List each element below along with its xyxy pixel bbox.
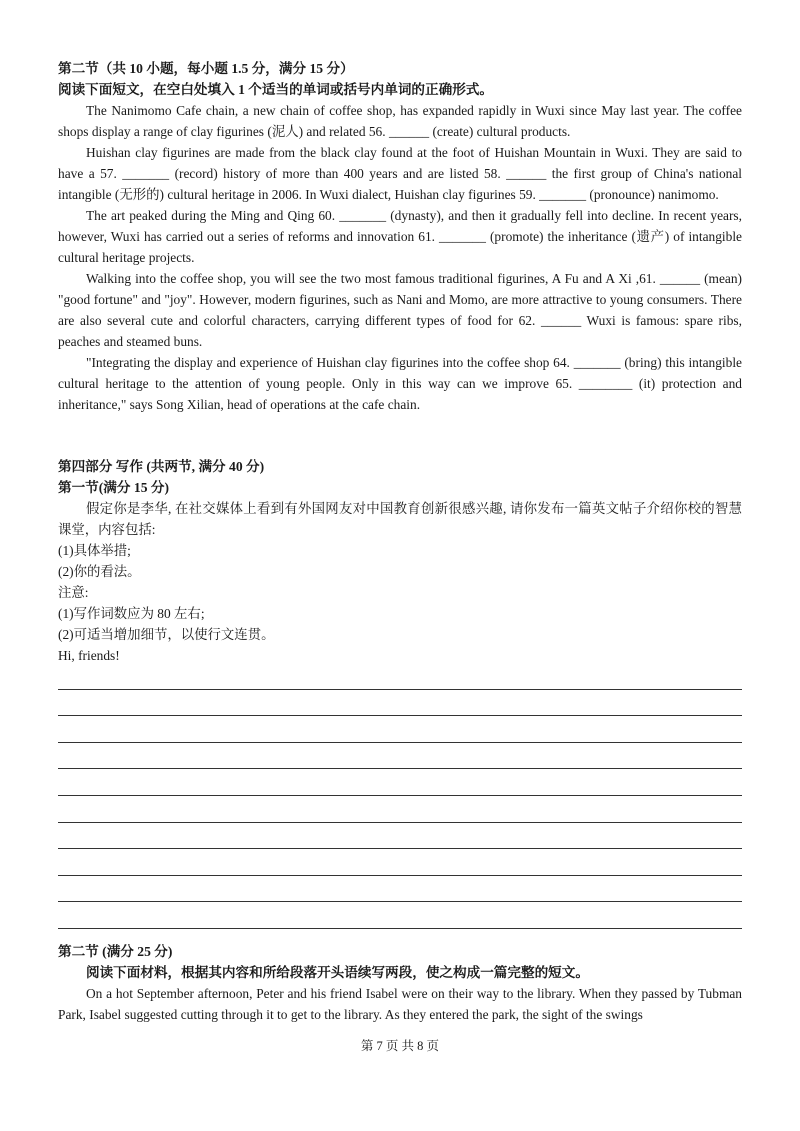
letter-greeting: Hi, friends!: [58, 648, 120, 663]
note-2: (2)可适当增加细节，以使行文连贯。: [58, 627, 275, 642]
passage-paragraph-3: The art peaked during the Ming and Qing 60. _______ (dynasty), and then it gradually fell into decline. In recent years, however, Wuxi has carried out a series of reforms and innovation 61. _______ (promote) the inheritance (遗产) of intangible cultural heritage projects.: [58, 208, 742, 265]
note-1: (1)写作词数应为 80 左右;: [58, 606, 205, 621]
section2-heading: 第二节（共 10 小题，每小题 1.5 分，满分 15 分）: [58, 61, 354, 76]
page-footer: 第 7 页 共 8 页: [360, 1039, 440, 1053]
answer-line: [58, 823, 742, 850]
story-start: On a hot September afternoon, Peter and his friend Isabel were on their way to the library. When they passed by Tubman Park, Isabel suggested cutting through it to get to the library. As they entered the park, the sight of the swings: [58, 986, 742, 1022]
answer-line: [58, 876, 742, 903]
part4-block: [58, 456, 742, 666]
section2-block: [58, 58, 742, 415]
prompt-point-2: (2)你的看法。: [58, 564, 141, 579]
answer-line: [58, 769, 742, 796]
part4-sub2-instruction: 阅读下面材料，根据其内容和所给段落开头语续写两段，使之构成一篇完整的短文。: [86, 965, 589, 980]
answer-lines: [58, 663, 742, 929]
answer-line: [58, 690, 742, 717]
answer-line: [58, 743, 742, 770]
part4-sub1-heading: 第一节(满分 15 分): [58, 480, 170, 495]
prompt-point-1: (1)具体举措;: [58, 543, 131, 558]
answer-line: [58, 796, 742, 823]
passage-paragraph-4: Walking into the coffee shop, you will see the two most famous traditional figurines, A Fu and A Xi ,61. ______ (mean) "good fortune" and "joy". However, modern figurines, such as Nani and Momo, are more attractive to young consumers. There are also several cute and colorful characters, carrying different types of food for 62. ______ Wuxi is famous: spare ribs, peaches and steamed buns.: [58, 271, 742, 349]
answer-line: [58, 902, 742, 929]
answer-line: [58, 716, 742, 743]
passage-paragraph-1: The Nanimomo Cafe chain, a new chain of coffee shop, has expanded rapidly in Wuxi since May last year. The coffee shops display a range of clay figurines (泥人) and related 56. ______ (create) cultural products.: [58, 103, 742, 139]
answer-line: [58, 663, 742, 690]
note-label: 注意:: [58, 585, 89, 600]
part4-section2-block: [58, 941, 742, 1025]
section2-instruction: 阅读下面短文，在空白处填入 1 个适当的单词或括号内单词的正确形式。: [58, 82, 493, 97]
writing-prompt: 假定你是李华, 在社交媒体上看到有外国网友对中国教育创新很感兴趣, 请你发布一篇英文帖子介绍你校的智慧课堂，内容包括:: [58, 501, 742, 537]
passage-paragraph-5: "Integrating the display and experience of Huishan clay figurines into the coffee shop 64. _______ (bring) this intangible cultural heritage to the attention of young people. Only in this way can we improve 65. ________ (it) protection and inheritance," says Song Xilian, head of operations at the cafe chain.: [58, 355, 742, 412]
part4-heading: 第四部分 写作 (共两节, 满分 40 分): [58, 459, 265, 474]
answer-line: [58, 849, 742, 876]
part4-sub2-heading: 第二节 (满分 25 分): [58, 944, 173, 959]
passage-paragraph-2: Huishan clay figurines are made from the black clay found at the foot of Huishan Mountain in Wuxi. They are said to have a 57. _______ (record) history of more than 400 years and are listed 58. ______ the first group of China's national intangible (无形的) cultural heritage in 2006. In Wuxi dialect, Huishan clay figurines 59. _______ (pronounce) nanimomo.: [58, 145, 742, 202]
